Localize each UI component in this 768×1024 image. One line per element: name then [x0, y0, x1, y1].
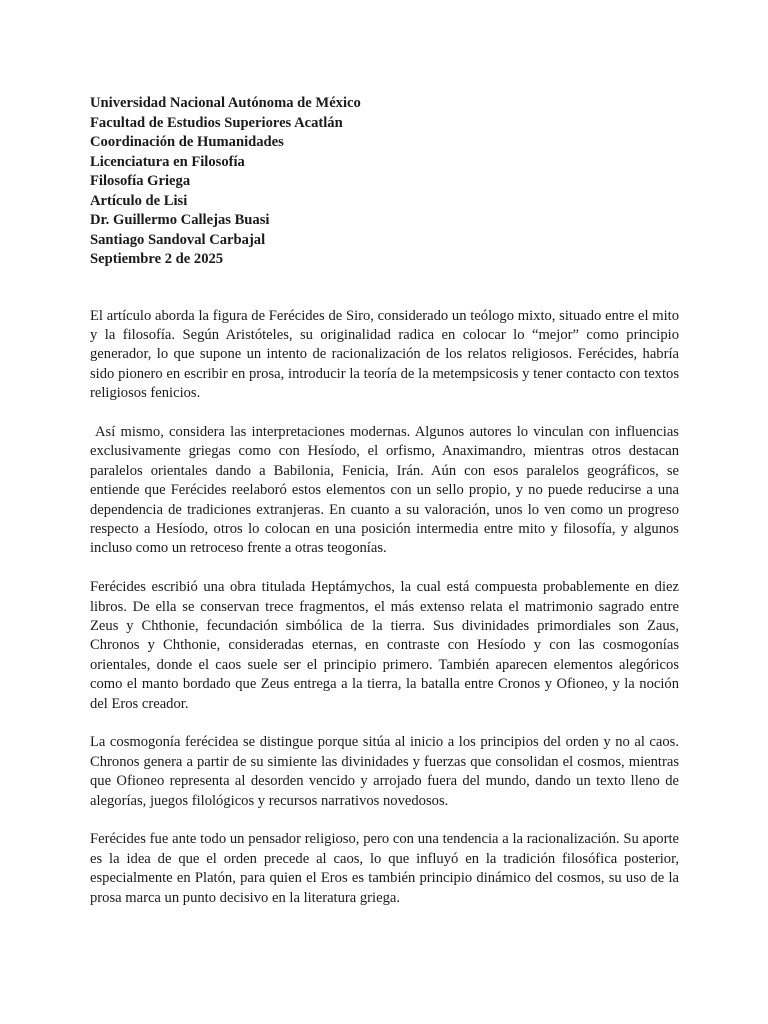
body-paragraph: El artículo aborda la figura de Ferécides de Siro, considerado un teólogo mixto, situado entre el mito y la filosofía. Según Aristóteles, su originalidad radica en colocar lo “mejor” como principio generador, lo que supone un intento de racionalización de los relatos religiosos. Ferécides, habría sido pionero en escribir en prosa, introducir la teoría de la metempsicosis y tener contacto con textos religiosos fenicios.	[90, 307, 679, 402]
header-student: Santiago Sandoval Carbajal	[90, 231, 266, 248]
body-paragraph: Ferécides escribió una obra titulada Heptámychos, la cual está compuesta probablemente en diez libros. De ella se conservan trece fragmentos, el más extenso relata el matrimonio sagrado entre Zeus y Chthonie, fecundación simbólica de la tierra. Sus divinidades primordiales son Zaus, Chronos y Chthonie, consideradas eternas, en contraste con Hesíodo y con las cosmogonías orientales, donde el caos suele ser el principio primero. También aparecen elementos alegóricos como el manto bordado que Zeus entrega a la tierra, la batalla entre Cronos y Ofioneo, y la noción del Eros creador.	[90, 579, 679, 712]
header-date: Septiembre 2 de 2025	[90, 251, 224, 267]
header-professor: Dr. Guillermo Callejas Buasi	[90, 212, 270, 228]
header-course: Filosofía Griega	[90, 173, 191, 189]
header-university: Universidad Nacional Autónoma de México	[90, 95, 361, 111]
header-program: Licenciatura en Filosofía	[90, 153, 245, 170]
header-faculty: Facultad de Estudios Superiores Acatlán	[90, 114, 343, 131]
header-assignment: Artículo de Lisi	[90, 192, 188, 209]
document-header	[90, 94, 679, 270]
body-paragraph: Ferécides fue ante todo un pensador religioso, pero con una tendencia a la racionalización. Su aporte es la idea de que el orden precede al caos, lo que influyó en la tradición filosófica posterior, especialmente en Platón, para quien el Eros es también principio dinámico del cosmos, su uso de la prosa marca un punto decisivo en la literatura griega.	[90, 831, 679, 906]
document-body	[90, 307, 679, 909]
body-paragraph: La cosmogonía ferécidea se distingue porque sitúa al inicio a los principios del orden y no al caos. Chronos genera a partir de su simiente las divinidades y fuerzas que consolidan el cosmos, mientras que Ofioneo representa al desorden vencido y arrojado fuera del mundo, dando un texto lleno de alegorías, juegos filológicos y recursos narrativos novedosos.	[90, 734, 679, 809]
body-paragraph: Así mismo, considera las interpretaciones modernas. Algunos autores lo vinculan con influencias exclusivamente griegas como con Hesíodo, el orfismo, Anaximandro, mientras otros destacan paralelos orientales dando a Babilonia, Fenicia, Irán. Aún con esos paralelos geográficos, se entiende que Ferécides reelaboró estos elementos con un sello propio, y no puede reducirse a una dependencia de tradiciones extranjeras. En cuanto a su valoración, unos lo ven como un progreso respecto a Hesíodo, otros lo colocan en una posición intermedia entre mito y filosofía, y algunos incluso como un retroceso frente a otras teogonías.	[90, 423, 679, 557]
document-page	[90, 94, 679, 927]
header-coordination: Coordinación de Humanidades	[90, 134, 284, 150]
